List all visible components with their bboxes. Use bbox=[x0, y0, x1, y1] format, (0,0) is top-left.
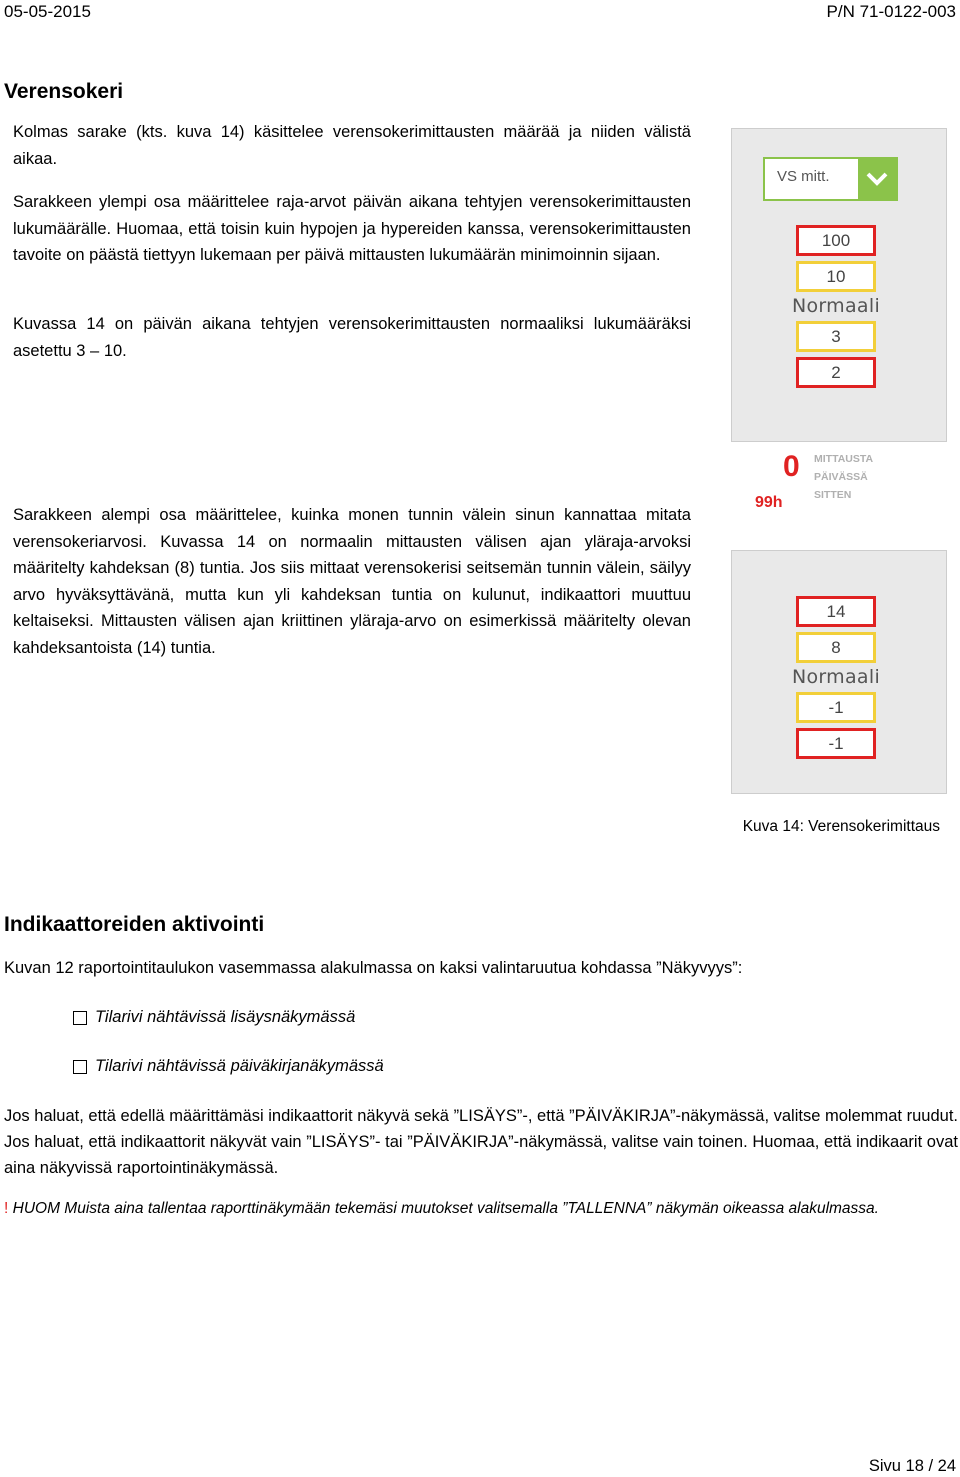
option-diary-view[interactable] bbox=[73, 1057, 384, 1076]
note bbox=[4, 1197, 958, 1221]
note-text: HUOM Muista aina tallentaa raporttinäkymään tekemäsi muutokset valitsemalla ”TALLENNA” näkymän oikeassa alakulmassa. bbox=[12, 1200, 879, 1217]
figure-caption: Kuva 14: Verensokerimittaus bbox=[742, 818, 940, 835]
measurement-type-dropdown[interactable] bbox=[763, 157, 898, 201]
warning-mark: ! bbox=[4, 1200, 9, 1217]
paragraph: Sarakkeen alempi osa määrittelee, kuinka monen tunnin välein sinun kannattaa mitata verensokeriarvosi. Kuvassa 14 on normaalin mittausten välisen ajan yläraja-arvoksi määritelty kahdeksan (8) tuntia. Jos siis mittaat verensokerisi seitsemän tunnin välein, säilyy arvo hyväksyttävänä, mutta kun yli kahdeksan tuntia on kulunut, indikaattori muuttuu keltaiseksi. Mittausten välisen ajan kriittinen yläraja-arvo on esimerkissä määritelty olevan kahdeksantoista (14) tuntia. bbox=[13, 506, 691, 657]
paragraph: Kuvassa 14 on päivän aikana tehtyjen verensokerimittausten normaaliksi lukumääräksi asetettu 3 – 10. bbox=[13, 315, 691, 360]
hours-since-value: 99h bbox=[755, 494, 783, 511]
paragraph: Sarakkeen ylempi osa määrittelee raja-arvot päivän aikana tehtyjen verensokerimittausten lukumäärälle. Huomaa, että toisin kuin hypojen ja hypereiden kanssa, verensokerimittausten tavoite on päästä tiettyyn lukemaan per päivä mittausten lukumäärän minimoinnin sijaan. bbox=[13, 193, 691, 264]
section2-intro: Kuvan 12 raportointitaulukon vasemmassa alakulmassa on kaksi valintaruutua kohdassa ”Näkyvyys”: bbox=[4, 959, 743, 977]
option-label: Tilarivi nähtävissä päiväkirjanäkymässä bbox=[95, 1057, 384, 1075]
upper-warning-high-field[interactable]: 10 bbox=[796, 261, 876, 292]
lower-critical-low-field[interactable]: -1 bbox=[796, 728, 876, 759]
paragraph: Kolmas sarake (kts. kuva 14) käsittelee verensokerimittausten määrää ja niiden välistä aikaa. bbox=[13, 123, 691, 168]
header-date: 05-05-2015 bbox=[4, 2, 91, 21]
upper-critical-high-field[interactable]: 100 bbox=[796, 225, 876, 256]
dropdown-label: VS mitt. bbox=[777, 168, 830, 185]
checkbox[interactable] bbox=[73, 1011, 87, 1025]
option-insert-view[interactable] bbox=[73, 1008, 355, 1027]
upper-critical-low-field[interactable]: 2 bbox=[796, 357, 876, 388]
figure-upper-panel bbox=[731, 128, 947, 442]
measurement-count: 0 bbox=[783, 450, 800, 483]
checkbox[interactable] bbox=[73, 1060, 87, 1074]
normal-label: Normaali bbox=[791, 666, 881, 688]
dropdown-toggle[interactable] bbox=[858, 159, 896, 199]
header-doc-id: P/N 71-0122-003 bbox=[826, 2, 956, 21]
option-label: Tilarivi nähtävissä lisäysnäkymässä bbox=[95, 1008, 356, 1026]
section-title-indikaattoreiden-aktivointi: Indikaattoreiden aktivointi bbox=[4, 913, 265, 936]
chevron-down-icon bbox=[865, 169, 889, 189]
stat-caption: MITTAUSTA PÄIVÄSSÄ SITTEN bbox=[814, 453, 874, 501]
lower-warning-high-field[interactable]: 8 bbox=[796, 632, 876, 663]
upper-warning-low-field[interactable]: 3 bbox=[796, 321, 876, 352]
normal-label: Normaali bbox=[791, 295, 881, 317]
figure-lower-panel bbox=[731, 550, 947, 794]
lower-warning-low-field[interactable]: -1 bbox=[796, 692, 876, 723]
section-title-verensokeri: Verensokeri bbox=[4, 80, 124, 103]
section2-paragraph: Jos haluat, että edellä määrittämäsi indikaattorit näkyvä sekä ”LISÄYS”-, että ”PÄIVÄKIRJA”-näkymässä, valitse molemmat ruudut. Jos haluat, että indikaattorit näkyvät vain ”LISÄYS”- tai ”PÄIVÄKIRJA”-näkymässä, valitse vain toinen. Huomaa, että indikaarit ovat aina näkyvissä raportointinäkymässä. bbox=[4, 1107, 958, 1177]
lower-critical-high-field[interactable]: 14 bbox=[796, 596, 876, 627]
page-number: Sivu 18 / 24 bbox=[868, 1457, 956, 1475]
